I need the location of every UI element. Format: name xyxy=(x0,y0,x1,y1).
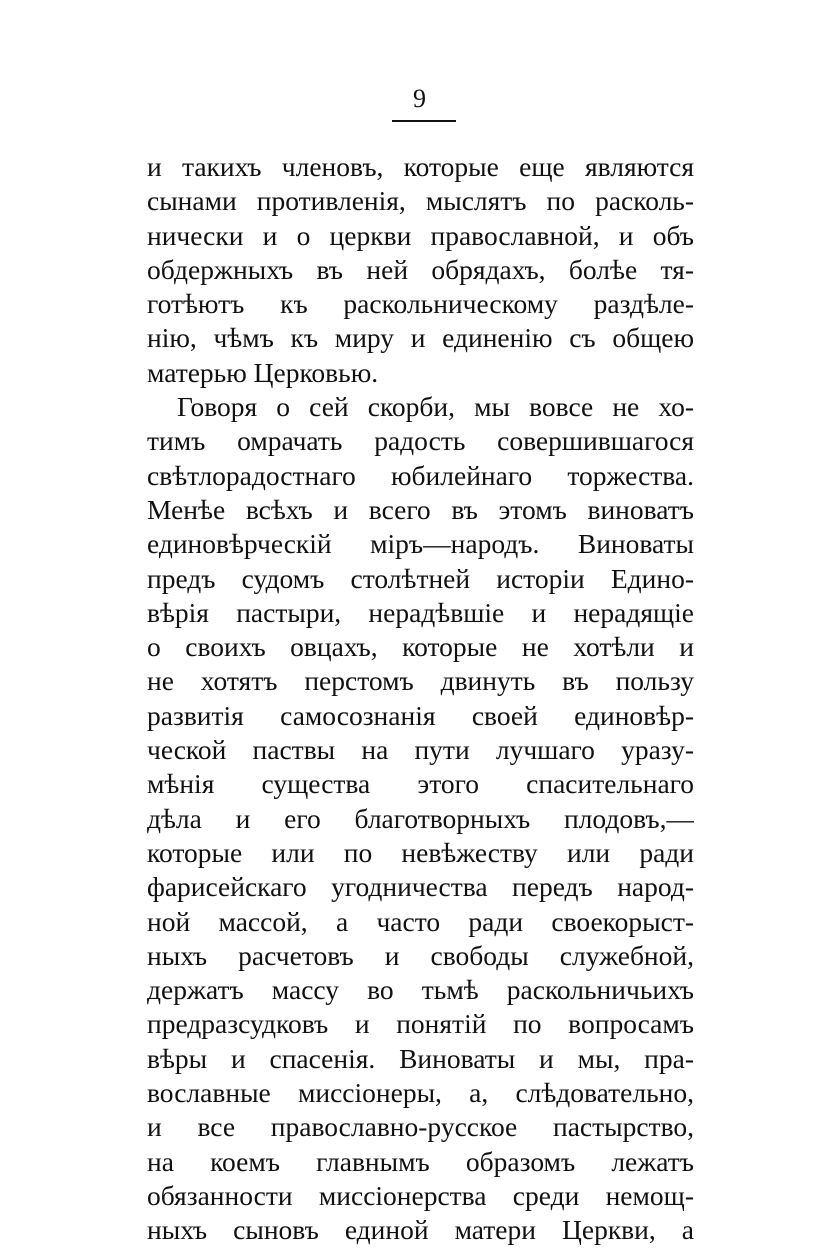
text-line: вославные миссіонеры, а, слѣдовательно, xyxy=(147,1077,694,1109)
text-line: нію, чѣмъ къ миру и единенію съ общею xyxy=(147,322,694,354)
text-line: обязанности миссіонерства среди немощ- xyxy=(147,1179,694,1211)
text-line: единовѣрческій міръ—народъ. Виноваты xyxy=(147,528,694,560)
text-line: мѣнія существа этого спасительнаго xyxy=(147,768,694,800)
text-line: вѣры и спасенія. Виноваты и мы, пра- xyxy=(147,1042,694,1074)
text-line: Говоря о сей скорби, мы вовсе не хо- xyxy=(177,391,694,423)
text-line: готѣютъ къ раскольническому раздѣле- xyxy=(147,288,694,320)
page-number: 9 xyxy=(413,84,427,113)
text-line: ной массой, а часто ради своекорыст- xyxy=(147,905,694,937)
text-line: на коемъ главнымъ образомъ лежатъ xyxy=(147,1145,694,1177)
text-line: не хотятъ перстомъ двинуть въ пользу xyxy=(147,665,694,697)
text-line: матерью Церковью. xyxy=(147,356,379,388)
text-line: ныхъ расчетовъ и свободы служебной, xyxy=(147,939,694,971)
text-line: свѣтлорадостнаго юбилейнаго торжества. xyxy=(147,459,694,491)
text-line: развитія самосознанія своей единовѣр- xyxy=(147,699,694,731)
text-line: и такихъ членовъ, которые еще являются xyxy=(147,151,694,182)
text-line: предразсудковъ и понятій по вопросамъ xyxy=(147,1008,694,1040)
text-line: тимъ омрачать радость совершившагося xyxy=(147,425,694,457)
text-line: дѣла и его благотворныхъ плодовъ,— xyxy=(147,802,694,834)
text-line: держатъ массу во тьмѣ раскольничьихъ xyxy=(147,974,694,1006)
text-line: ческой паствы на пути лучшаго уразу- xyxy=(147,734,694,766)
text-line: фарисейскаго угодничества передъ народ- xyxy=(147,871,694,903)
text-line: предъ судомъ столѣтней исторіи Едино- xyxy=(147,562,694,594)
text-line: и все православно-русское пастырство, xyxy=(147,1111,694,1143)
text-line: которые или по невѣжеству или ради xyxy=(147,836,694,868)
page-number-rule xyxy=(392,120,456,122)
body-text xyxy=(147,150,694,1248)
text-line: Менѣе всѣхъ и всего въ этомъ виноватъ xyxy=(147,493,694,525)
text-line: ныхъ сыновъ единой матери Церкви, а xyxy=(147,1214,694,1246)
text-line: нически и о церкви православной, и объ xyxy=(147,219,694,251)
text-line: сынами противленія, мыслятъ по расколь- xyxy=(147,185,694,217)
text-line: вѣрія пастыри, нерадѣвшіе и нерадящіе xyxy=(147,596,694,628)
text-line: обдержныхъ въ ней обрядахъ, болѣе тя- xyxy=(147,253,694,285)
text-line: о своихъ овцахъ, которые не хотѣли и xyxy=(147,631,694,663)
